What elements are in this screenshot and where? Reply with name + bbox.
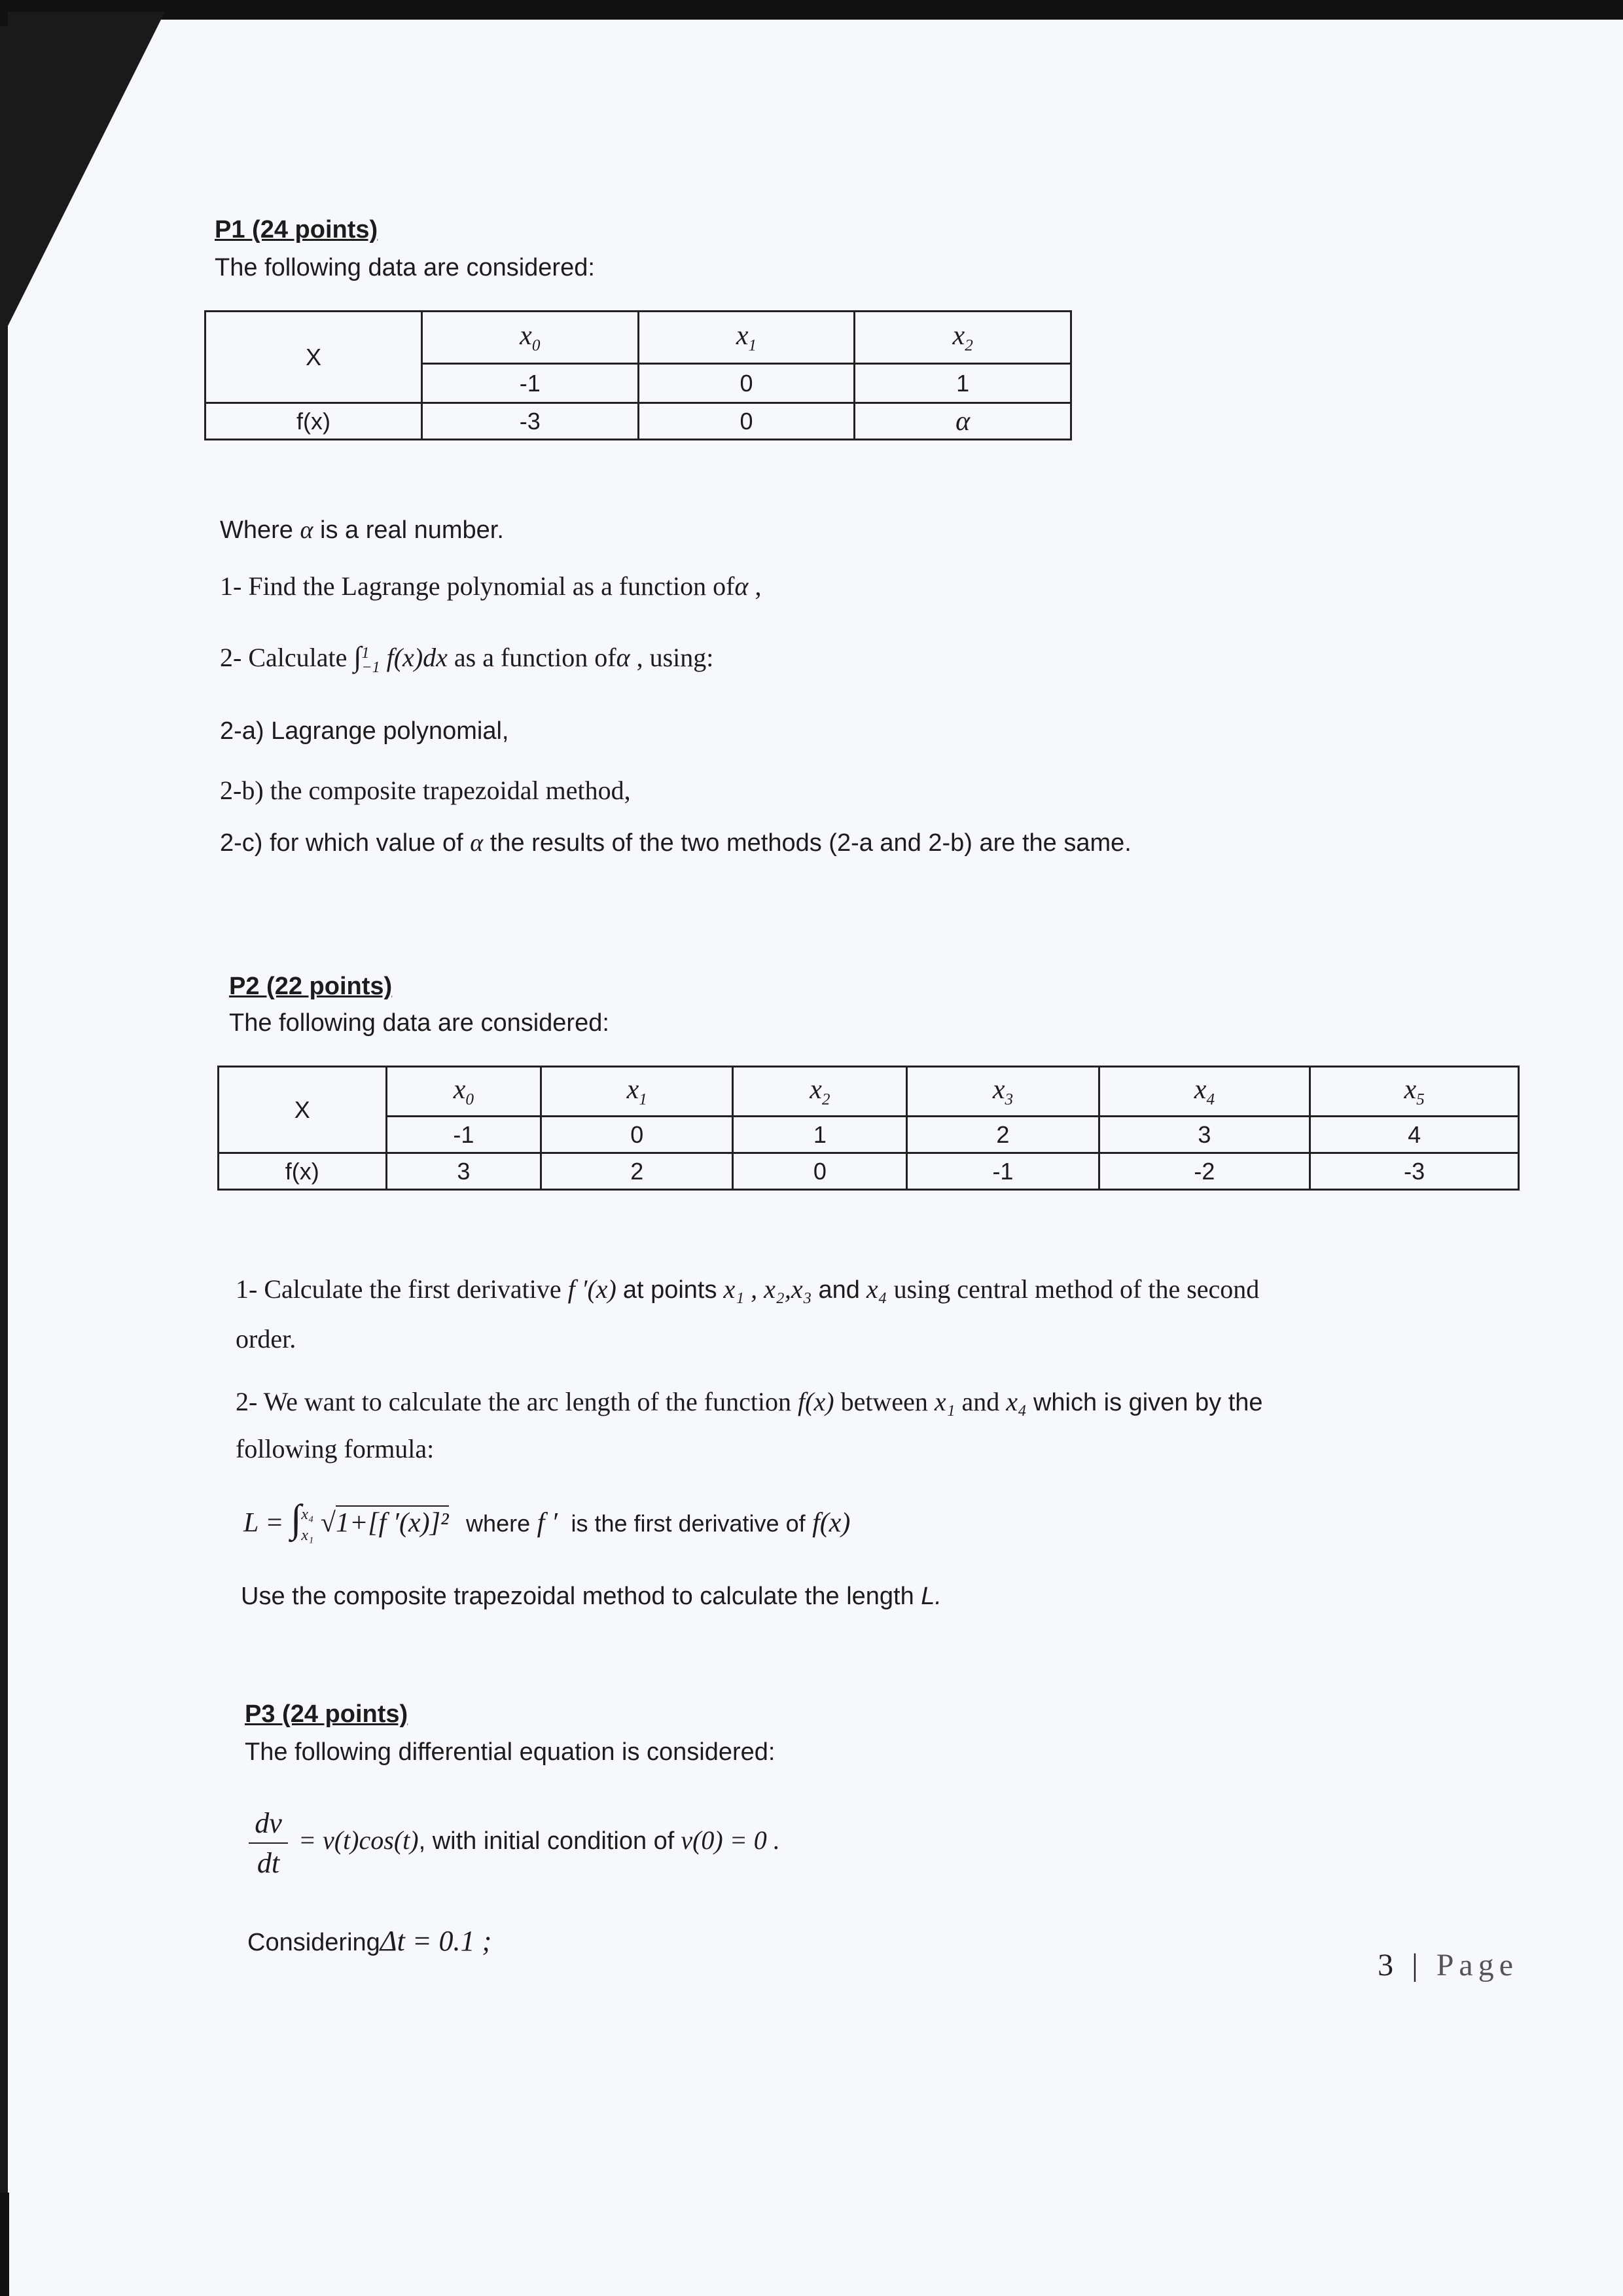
p1-var-x1: $x_1$ <box>638 312 855 364</box>
p2-x-value: 2 <box>907 1117 1099 1153</box>
p2-arc-length-formula: L = ∫ x₄ x₁ √1+[f ′(x)]² where f ′ is the first derivative of f(x) <box>243 1497 851 1545</box>
p2-var-x1: $x_1$ <box>541 1067 733 1117</box>
p1-x-value: 0 <box>638 364 855 403</box>
p2-question-2: 2- We want to calculate the arc length of the function f(x) between x₁ and x₄ which is given by the <box>236 1387 1263 1416</box>
p1-question-2: 2- Calculate ∫ 1 −1 f(x)dx as a function ofα , using: <box>220 641 714 676</box>
p2-question-1-cont: order. <box>236 1324 296 1354</box>
p1-question-2c: 2-c) for which value of α the results of the two methods (2-a and 2-b) are the same. <box>220 829 1132 857</box>
p2-instruction: Use the composite trapezoidal method to calculate the length L. <box>241 1583 942 1610</box>
p2-var-x4: $x_4$ <box>1099 1067 1310 1117</box>
p2-table <box>217 1066 1520 1191</box>
p1-fx-value: -3 <box>421 403 638 440</box>
p2-heading: P2 (22 points) <box>229 973 393 1000</box>
dv-dt-fraction: $\frac{dv}{dt}$ <box>249 1806 288 1880</box>
page-footer <box>1378 1947 1518 1983</box>
p1-row-label-fx: f(x) <box>205 403 422 440</box>
p2-var-x0: $x_0$ <box>386 1067 541 1117</box>
p2-x-value: 4 <box>1310 1117 1519 1153</box>
p2-x-value: 0 <box>541 1117 733 1153</box>
p2-var-x5: $x_5$ <box>1310 1067 1519 1117</box>
p2-var-x3: $x_3$ <box>907 1067 1099 1117</box>
page-separator: | <box>1412 1948 1423 1982</box>
p1-row-label-x: X <box>205 312 422 403</box>
p2-fx-value: 2 <box>541 1153 733 1190</box>
p2-row-label-fx: f(x) <box>219 1153 387 1190</box>
p2-x-value: 3 <box>1099 1117 1310 1153</box>
p1-question-2a: 2-a) Lagrange polynomial, <box>220 717 509 745</box>
p2-intro: The following data are considered: <box>229 1009 609 1037</box>
p2-question-1: 1- Calculate the first derivative f ′(x) at points x₁ , x₂,x₃ and x₄ using central method of the second <box>236 1274 1260 1304</box>
p1-where-line: Where α is a real number. <box>220 516 504 544</box>
scanner-edge <box>0 2193 9 2296</box>
p2-fx-value: 0 <box>733 1153 907 1190</box>
folded-corner <box>8 12 165 326</box>
p3-heading: P3 (24 points) <box>245 1700 408 1728</box>
p1-table <box>204 310 1072 440</box>
p1-fx-value: 0 <box>638 403 855 440</box>
p2-question-2-cont: following formula: <box>236 1434 435 1463</box>
p2-fx-value: -2 <box>1099 1153 1310 1190</box>
p3-differential-equation: $\frac{dv}{dt}$ = v(t)cos(t), with initial condition of v(0) = 0 . <box>249 1806 780 1880</box>
p2-fx-value: -1 <box>907 1153 1099 1190</box>
p1-intro: The following data are considered: <box>215 254 595 281</box>
p1-fx-value: α <box>855 403 1071 440</box>
p1-x-value: 1 <box>855 364 1071 403</box>
p1-question-2b: 2-b) the composite trapezoidal method, <box>220 776 631 805</box>
p2-row-label-x: X <box>219 1067 387 1153</box>
p3-intro: The following differential equation is considered: <box>245 1738 776 1766</box>
p3-timestep: ConsideringΔt = 0.1 ; <box>247 1925 492 1957</box>
p1-x-value: -1 <box>421 364 638 403</box>
p2-fx-value: 3 <box>386 1153 541 1190</box>
p1-question-1: 1- Find the Lagrange polynomial as a function ofα , <box>220 571 762 601</box>
p1-heading: P1 (24 points) <box>215 216 378 243</box>
p2-x-value: -1 <box>386 1117 541 1153</box>
p2-x-value: 1 <box>733 1117 907 1153</box>
p2-fx-value: -3 <box>1310 1153 1519 1190</box>
page-number: 3 <box>1378 1948 1399 1982</box>
p1-var-x0: $x_0$ <box>421 312 638 364</box>
p1-var-x2: $x_2$ <box>855 312 1071 364</box>
page-label: Page <box>1436 1948 1518 1982</box>
p2-var-x2: $x_2$ <box>733 1067 907 1117</box>
